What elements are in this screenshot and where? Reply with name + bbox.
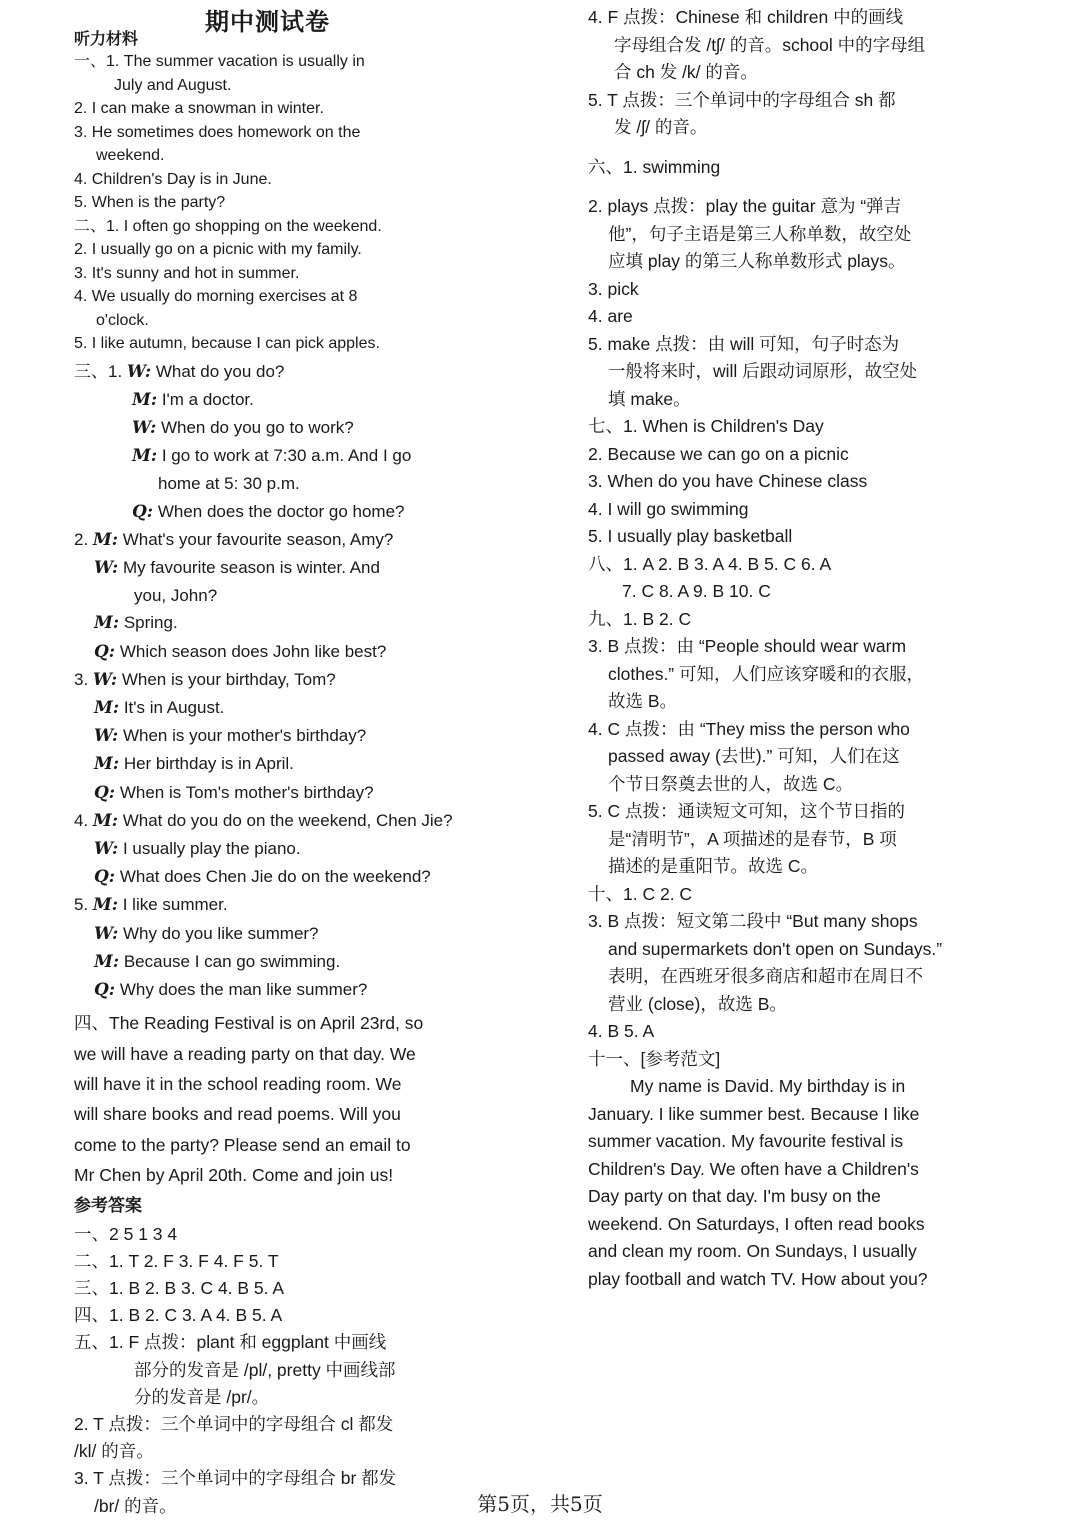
answer-line: 4. B 5. A	[588, 1021, 655, 1041]
dialogue-text: When is Tom's mother's birthday?	[115, 782, 374, 802]
dialogue-line	[74, 554, 464, 582]
listening-line: 2. I can make a snowman in winter.	[74, 100, 324, 117]
dialogue-text: Spring.	[119, 613, 178, 633]
answer-line: 3. T 点拨：三个单词中的字母组合 br 都发	[74, 1468, 397, 1489]
speaker-label: W:	[94, 838, 119, 859]
dialogue-text: What do you do on the weekend, Chen Jie?	[118, 810, 453, 830]
dialogue-line	[74, 666, 464, 694]
reading-passage	[74, 1008, 464, 1190]
listening-line: July and August.	[114, 76, 232, 94]
answer-line: 3. When do you have Chinese class	[588, 471, 868, 491]
speaker-label: M:	[92, 895, 118, 916]
answer-line: 5. I usually play basketball	[588, 526, 793, 546]
dialogue-line	[74, 609, 464, 637]
essay-line: Children's Day. We often have a Children's	[588, 1158, 919, 1179]
answer-line: 3. B 点拨：由 “People should wear warm	[588, 636, 907, 656]
answer-line	[588, 181, 968, 193]
speaker-label: M:	[94, 697, 120, 718]
listening-heading: 听力材料	[74, 29, 139, 48]
dialogue-number: 3.	[74, 669, 93, 689]
dialogue-line	[74, 750, 464, 778]
dialogue-text: Because I can go swimming.	[119, 951, 341, 971]
dialogue-text: When does the doctor go home?	[153, 501, 405, 521]
answer-line: 7. C 8. A 9. B 10. C	[622, 581, 771, 601]
dialogue-text: Her birthday is in April.	[119, 754, 294, 774]
dialogue-line	[74, 358, 464, 386]
speaker-label: Q:	[94, 641, 116, 662]
answer-line: 分的发音是 /pr/。	[134, 1386, 270, 1407]
essay-line: Day party on that day. I'm busy on the	[588, 1186, 881, 1206]
answer-line: 4. are	[588, 306, 633, 326]
answer-line: 描述的是重阳节。故选 C。	[608, 856, 818, 876]
answer-line: 十、1. C 2. C	[588, 883, 693, 904]
answer-line: 四、1. B 2. C 3. A 4. B 5. A	[74, 1305, 283, 1326]
answer-line: 3. pick	[588, 278, 639, 299]
right-column	[588, 4, 968, 1293]
speaker-label: Q:	[132, 501, 154, 522]
speaker-label: W:	[132, 417, 157, 438]
listening-section	[74, 50, 464, 356]
reading-line: we will have a reading party on that day. We	[74, 1043, 416, 1064]
listening-line: 3. He sometimes does homework on the	[74, 123, 361, 141]
answer-line: clothes.” 可知，人们应该穿暖和的衣服，	[608, 663, 924, 684]
dialogue-line	[74, 948, 464, 976]
speaker-label: M:	[94, 754, 120, 775]
speaker-label: M:	[94, 951, 120, 972]
answer-line: passed away (去世).” 可知，人们在这	[608, 746, 900, 766]
dialogue-line	[74, 863, 464, 891]
answer-line: 合 ch 发 /k/ 的音。	[614, 62, 758, 82]
dialogue-text: I'm a doctor.	[157, 389, 254, 409]
answer-line: 六、1. swimming	[588, 156, 721, 177]
dialogue-line	[74, 694, 464, 722]
dialogue-text: I usually play the piano.	[118, 838, 301, 858]
listening-line: 3. It's sunny and hot in summer.	[74, 264, 300, 282]
dialogue-number: 4.	[74, 810, 93, 830]
answer-line: 字母组合发 /tʃ/ 的音。school 中的字母组	[614, 34, 926, 55]
reading-line: will have it in the school reading room. We	[74, 1073, 402, 1094]
essay-line: play football and watch TV. How about you?	[588, 1268, 928, 1289]
dialogue-line	[74, 526, 464, 554]
dialogue-line	[74, 722, 464, 750]
answer-line: 八、1. A 2. B 3. A 4. B 5. C 6. A	[588, 553, 832, 574]
answer-line: 二、1. T 2. F 3. F 4. F 5. T	[74, 1250, 279, 1271]
answer-line: 发 /ʃ/ 的音。	[614, 117, 708, 137]
dialogue-number: 5.	[74, 895, 93, 915]
answers-left-list	[74, 1221, 464, 1520]
model-essay	[588, 1073, 968, 1293]
answer-line: 表明，在西班牙很多商店和超市在周日不	[608, 966, 923, 986]
answer-line: 一、2 5 1 3 4	[74, 1223, 178, 1244]
dialogue-text: I go to work at 7:30 a.m. And I go	[157, 446, 412, 466]
essay-line: January. I like summer best. Because I like	[588, 1103, 920, 1124]
answer-line: 部分的发音是 /pl/, pretty 中画线部	[134, 1359, 396, 1380]
dialogue-line	[74, 498, 464, 526]
listening-line: 一、1. The summer vacation is usually in	[74, 53, 365, 70]
answer-line: 4. I will go swimming	[588, 498, 749, 519]
speaker-label: M:	[94, 613, 120, 634]
listening-line: 5. When is the party?	[74, 194, 226, 211]
answer-line: 5. C 点拨：通读短文可知，这个节日指的	[588, 801, 905, 821]
dialogue-text: It's in August.	[119, 697, 225, 717]
speaker-label: W:	[126, 361, 152, 382]
dialogue-text: What do you do?	[151, 361, 285, 381]
dialogue-line	[74, 807, 464, 835]
answer-line	[588, 142, 968, 154]
answer-line: and supermarkets don't open on Sundays.”	[608, 938, 943, 959]
answer-line: 5. make 点拨：由 will 可知，句子时态为	[588, 333, 900, 354]
speaker-label: W:	[94, 726, 119, 747]
reading-line: Mr Chen by April 20th. Come and join us!	[74, 1165, 394, 1186]
listening-line: 二、1. I often go shopping on the weekend.	[74, 217, 382, 235]
dialogue-line	[74, 835, 464, 863]
left-column	[74, 28, 464, 1520]
page-footer: 第5页，共5页	[477, 1492, 603, 1516]
dialogue-line	[74, 920, 464, 948]
dialogue-line	[74, 976, 464, 1004]
listening-line: o'clock.	[96, 311, 149, 329]
dialogue-text: Which season does John like best?	[115, 641, 387, 661]
dialogue-line	[74, 638, 464, 666]
answer-line: 他”，句子主语是第三人称单数，故空处	[608, 223, 912, 244]
speaker-label: M:	[92, 810, 118, 831]
dialogue-section	[74, 358, 464, 1005]
dialogue-line	[74, 891, 464, 919]
speaker-label: M:	[92, 529, 118, 550]
answer-line: 九、1. B 2. C	[588, 608, 692, 629]
answer-line: 五、1. F 点拨：plant 和 eggplant 中画线	[74, 1332, 387, 1353]
essay-line: weekend. On Saturdays, I often read books	[588, 1213, 925, 1234]
answer-line: 2. plays 点拨：play the guitar 意为 “弹吉	[588, 196, 902, 216]
speaker-label: W:	[94, 557, 119, 578]
dialogue-number: 三、1.	[74, 361, 127, 381]
answer-line: 2. T 点拨：三个单词中的字母组合 cl 都发	[74, 1414, 394, 1435]
dialogue-text: you, John?	[134, 586, 218, 606]
dialogue-text: When do you go to work?	[156, 417, 354, 437]
reading-line: come to the party? Please send an email to	[74, 1134, 411, 1155]
essay-line: My name is David. My birthday is in	[630, 1076, 906, 1096]
dialogue-line	[74, 582, 464, 609]
answer-line: 4. C 点拨：由 “They miss the person who	[588, 718, 910, 739]
listening-line: 2. I usually go on a picnic with my family.	[74, 241, 362, 258]
answer-line: 3. B 点拨：短文第二段中 “But many shops	[588, 911, 918, 931]
dialogue-text: When is your birthday, Tom?	[117, 669, 336, 689]
listening-line: 5. I like autumn, because I can pick apples.	[74, 335, 380, 352]
dialogue-text: I like summer.	[118, 895, 228, 915]
dialogue-text: When is your mother's birthday?	[118, 726, 367, 746]
answer-line: /kl/ 的音。	[74, 1441, 154, 1462]
answer-line: 营业 (close)，故选 B。	[608, 993, 787, 1014]
answers-heading: 参考答案	[74, 1195, 142, 1216]
dialogue-text: What does Chen Jie do on the weekend?	[115, 867, 431, 887]
dialogue-text: Why do you like summer?	[118, 923, 319, 943]
answer-line: 七、1. When is Children's Day	[588, 416, 824, 436]
listening-line: weekend.	[96, 147, 165, 164]
dialogue-number: 2.	[74, 529, 93, 549]
reading-line: 四、The Reading Festival is on April 23rd, so	[74, 1013, 424, 1034]
reading-line: will share books and read poems. Will you	[74, 1104, 401, 1125]
listening-line: 4. Children's Day is in June.	[74, 170, 272, 188]
speaker-label: M:	[132, 389, 158, 410]
answers-right-list	[588, 4, 968, 1073]
dialogue-line	[74, 442, 464, 470]
speaker-label: W:	[92, 669, 118, 690]
essay-line: and clean my room. On Sundays, I usually	[588, 1241, 917, 1261]
answer-line: 5. T 点拨：三个单词中的字母组合 sh 都	[588, 89, 896, 110]
answer-line: 是“清明节”，A 项描述的是春节，B 项	[608, 828, 897, 849]
speaker-label: Q:	[94, 979, 116, 1000]
dialogue-line	[74, 470, 464, 497]
dialogue-text: My favourite season is winter. And	[118, 557, 380, 577]
essay-line: summer vacation. My favourite festival is	[588, 1131, 904, 1151]
speaker-label: W:	[94, 923, 119, 944]
answer-line: 一般将来时，will 后跟动词原形，故空处	[608, 361, 918, 381]
dialogue-text: home at 5: 30 p.m.	[158, 474, 300, 494]
answer-line: 2. Because we can go on a picnic	[588, 443, 849, 464]
dialogue-text: Why does the man like summer?	[115, 979, 368, 999]
answer-line: /br/ 的音。	[94, 1495, 177, 1516]
dialogue-line	[74, 779, 464, 807]
speaker-label: Q:	[94, 867, 116, 888]
speaker-label: M:	[132, 446, 158, 467]
answer-line: 4. F 点拨：Chinese 和 children 中的画线	[588, 7, 904, 27]
answer-line: 应填 play 的第三人称单数形式 plays。	[608, 251, 906, 271]
dialogue-line	[74, 386, 464, 414]
answer-line: 十一、[参考范文]	[588, 1048, 721, 1069]
dialogue-line	[74, 414, 464, 442]
answer-line: 个节日祭奠去世的人，故选 C。	[608, 773, 853, 794]
listening-line: 4. We usually do morning exercises at 8	[74, 288, 358, 305]
answer-line: 故选 B。	[608, 691, 678, 711]
answer-line: 填 make。	[608, 388, 691, 409]
speaker-label: Q:	[94, 782, 116, 803]
page-title: 期中测试卷	[205, 7, 330, 36]
answer-line: 三、1. B 2. B 3. C 4. B 5. A	[74, 1278, 285, 1299]
dialogue-text: What's your favourite season, Amy?	[118, 529, 394, 549]
